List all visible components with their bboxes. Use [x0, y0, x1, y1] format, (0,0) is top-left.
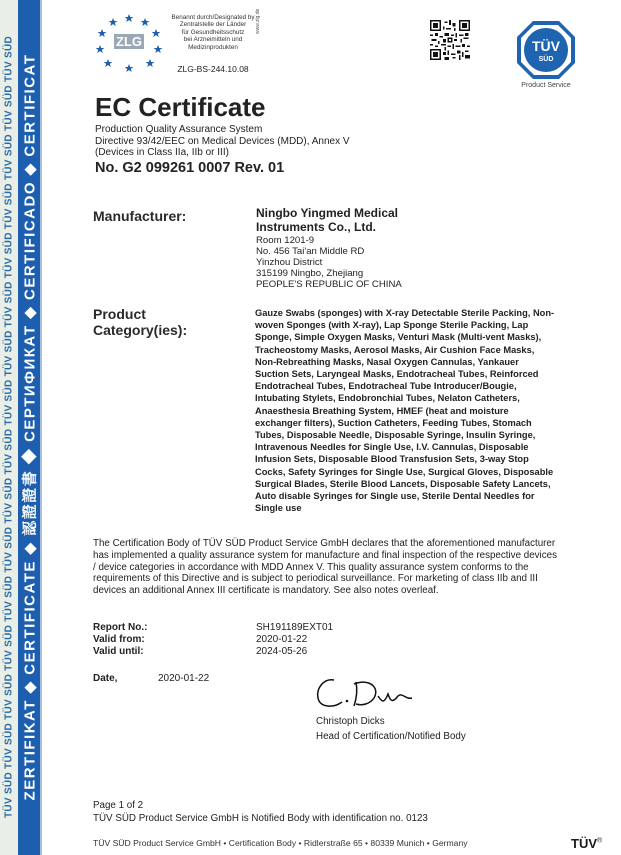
zlg-caption-line: bei Arzneimitteln und	[183, 36, 243, 44]
footer-tuv-text: TÜV	[571, 836, 597, 851]
zlg-url: www.zlg.de	[255, 8, 261, 34]
svg-text:ZLG: ZLG	[116, 34, 142, 49]
subtitle-line: Directive 93/42/EEC on Medical Devices (MDD), Annex V	[95, 135, 350, 147]
zlg-caption-line: für Gesundheitsschutz	[181, 28, 245, 36]
address-line: 315199 Ningbo, Zhejiang	[256, 268, 364, 279]
certificate-number: No. G2 099261 0007 Rev. 01	[95, 160, 285, 176]
side-band-blue	[18, 0, 40, 855]
subtitle-line: (Devices in Class IIa, IIb or III)	[95, 147, 229, 158]
signatory-role: Head of Certification/Notified Body	[316, 731, 466, 742]
subtitle-line: Production Quality Assurance System	[95, 124, 263, 135]
manufacturer-label: Manufacturer:	[93, 208, 187, 224]
declaration-text: The Certification Body of TÜV SÜD Product Service GmbH declares that the aforementioned manufacturer has implemented a quality assurance system for manufacture and final inspection of the respective devices / device categories in accordance with MDD Annex V. This quality assurance system conforms to the requirements of this Directive and is subject to periodical surveillance. For marketing of class IIb and III devices an additional Annex III certificate is mandatory. See also notes overleaf.	[93, 538, 557, 597]
zlg-number: ZLG-BS-244.10.08	[177, 64, 249, 74]
side-band-light	[0, 0, 18, 855]
zlg-caption-line: Zentralstelle der Länder	[179, 21, 247, 29]
zlg-caption-line: Medizinprodukten	[188, 43, 238, 51]
manufacturer-name-line: Instruments Co., Ltd.	[256, 219, 376, 234]
footer-tuv-logo	[571, 836, 602, 851]
zlg-caption-line: Benannt durch/Designated by	[171, 14, 255, 21]
zlg-seal-icon	[90, 12, 168, 74]
product-label-line: Product	[93, 306, 146, 322]
certificate-subtitle	[95, 124, 395, 159]
valid-from-value: 2020-01-22	[256, 634, 308, 645]
footer-registered-mark: ®	[597, 837, 603, 845]
side-band-light-text: TÜV SÜD TÜV SÜD TÜV SÜD TÜV SÜD TÜV SÜD TÜV SÜD TÜV SÜD TÜV SÜD TÜV SÜD TÜV SÜD TÜV SÜD TÜV SÜD TÜV SÜD TÜV SÜD TÜV SÜD TÜV SÜD	[3, 35, 15, 819]
date-value: 2020-01-22	[158, 673, 210, 684]
address-line: Yinzhou District	[256, 257, 323, 268]
date-label: Date,	[93, 673, 118, 684]
product-category-description: Gauze Swabs (sponges) with X-ray Detectable Sterile Packing, Non-woven Sponges (with X-ray), Lap Sponge Sterile Packing, Lap Sponge, Simple Oxygen Masks, Venturi Mask (Multi-vent Masks), Tracheostomy Masks, Aerosol Masks, Air Cushion Face Masks, Non-Rebreathing Masks, Nasal Oxygen Cannulas, Yankauer Suction Sets, Laryngeal Masks, Endotracheal Tubes, Reinforced Endotracheal Tubes, Endotracheal Tube Introducer/Bougie, Intubating Stylets, Endobronchial Tubes, Nelaton Catheters, Anaesthesia Breathing System, HMEF (heat and moisture exchanger filters), Suction Catheters, Feeding Tubes, Stomach Tubes, Disposable Needle, Disposable Syringe, Insulin Syringe, Intravenous Needles for Single Use, I.V. Cannulas, Disposable Infusion Sets, Disposable Blood Transfusion Sets, 3-way Stop Cocks, Safety Syringes for Single Use, Surgical Gloves, Disposable Surgical Blades, Sterile Blood Lancets, Disposable Safety Lancets, Auto disable Syringes for Single use, Sterile Dental Needles for Single use	[255, 308, 555, 514]
manufacturer-name-line: Ningbo Yingmed Medical	[256, 206, 399, 220]
address-line: Room 1201-9	[256, 235, 315, 246]
valid-from-label: Valid from:	[93, 634, 145, 645]
side-band-blue-text: ZERTIFIKAT ◆ CERTIFICATE ◆ 認證證書 ◆ СЕРТИФИКАТ ◆ CERTIFICADO ◆ CERTIFICAT	[21, 53, 39, 801]
qr-code-icon	[430, 20, 470, 60]
product-label-line: Category(ies):	[93, 322, 188, 338]
valid-until-value: 2024-05-26	[256, 646, 308, 657]
tuv-service-label: Product Service	[521, 82, 571, 89]
address-line: PEOPLE'S REPUBLIC OF CHINA	[256, 279, 402, 290]
footer-address: TÜV SÜD Product Service GmbH • Certification Body • Ridlerstraße 65 • 80339 Munich • Germany	[93, 838, 468, 848]
product-category-label	[93, 306, 187, 338]
manufacturer-address	[256, 235, 496, 290]
valid-until-label: Valid until:	[93, 646, 144, 657]
report-number-value: SH191189EXT01	[256, 622, 334, 633]
side-band-edge	[40, 0, 42, 855]
signature-icon	[312, 670, 422, 715]
signatory-name: Christoph Dicks	[316, 716, 385, 727]
page-count: Page 1 of 2	[93, 800, 144, 811]
manufacturer-name	[256, 207, 496, 234]
tuv-sud-logo-icon	[516, 20, 576, 80]
svg-text:TÜV: TÜV	[532, 38, 560, 54]
certificate-title: EC Certificate	[95, 92, 266, 122]
address-line: No. 456 Tai'an Middle RD	[256, 246, 365, 257]
svg-text:SÜD: SÜD	[538, 56, 554, 63]
zlg-caption	[168, 14, 258, 51]
report-number-label: Report No.:	[93, 622, 148, 633]
notified-body-statement: TÜV SÜD Product Service GmbH is Notified Body with identification no. 0123	[93, 813, 428, 824]
